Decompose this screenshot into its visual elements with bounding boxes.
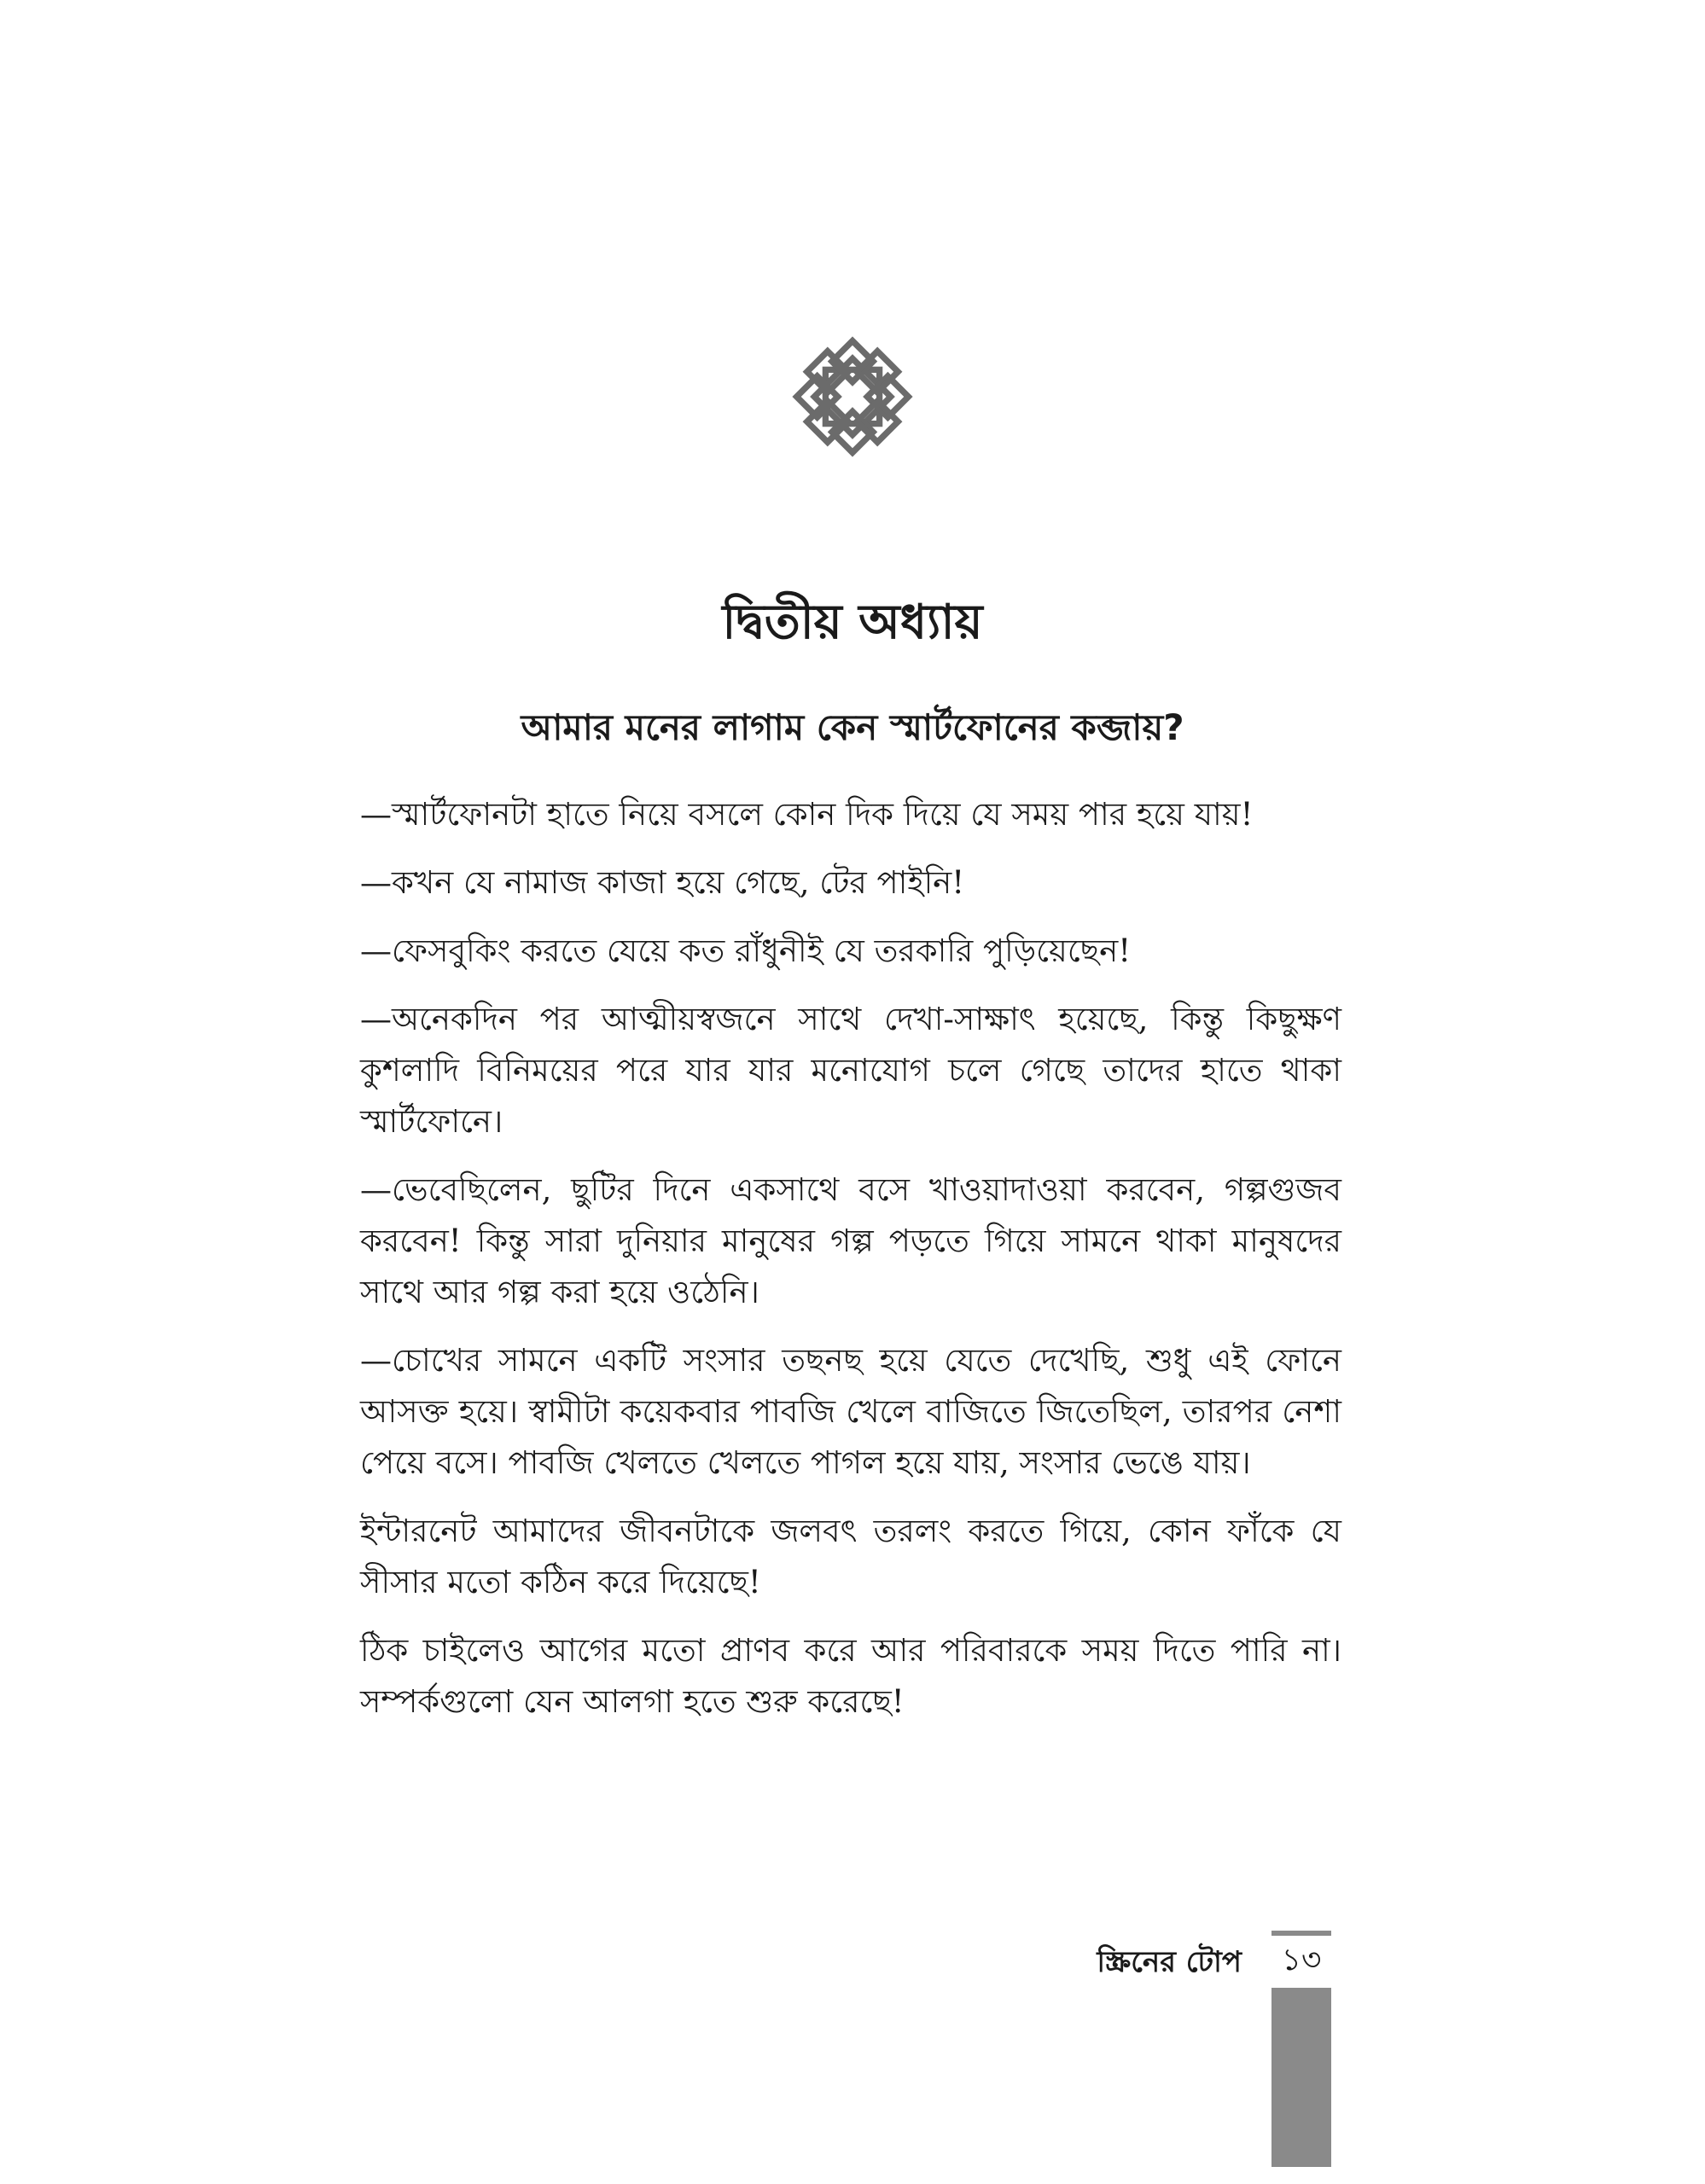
paragraph: —কখন যে নামাজ কাজা হয়ে গেছে, টের পাইনি! bbox=[360, 864, 965, 901]
paragraph: ইন্টারনেট আমাদের জীবনটাকে জলবৎ তরলং করতে গিয়ে, কোন ফাঁকে যে সীসার মতো কঠিন করে দিয়েছে! bbox=[360, 1513, 1341, 1600]
body-text bbox=[360, 789, 1341, 1745]
running-footer-title: স্ক্রিনের টোপ bbox=[1097, 1945, 1242, 1979]
chapter-label: দ্বিতীয় অধ্যায় bbox=[722, 595, 983, 650]
paragraph: —চোখের সামনে একটি সংসার তছনছ হয়ে যেতে দেখেছি, শুধু এই ফোনে আসক্ত হয়ে। স্বামীটা কয়েকবার পাবজি খেলে বাজিতে জিতেছিল, তারপর নেশা পেয়ে বসে। পাবজি খেলতে খেলতে পাগল হয়ে যায়, সংসার ভেঙে যায়। bbox=[360, 1342, 1341, 1481]
paragraph: —অনেকদিন পর আত্মীয়স্বজনে সাথে দেখা-সাক্ষাৎ হয়েছে, কিন্তু কিছুক্ষণ কুশলাদি বিনিময়ের পরে যার যার মনোযোগ চলে গেছে তাদের হাতে থাকা স্মার্টফোনে। bbox=[360, 1001, 1341, 1140]
page-number: ১৩ bbox=[1281, 1943, 1322, 1978]
page-number-rule bbox=[1271, 1931, 1331, 1936]
paragraph: —ফেসবুকিং করতে যেয়ে কত রাঁধুনীই যে তরকারি পুড়িয়েছেন! bbox=[360, 932, 1132, 969]
thumb-tab bbox=[1271, 1988, 1331, 2167]
paragraph: —স্মার্টফোনটা হাতে নিয়ে বসলে কোন দিক দিয়ে যে সময় পার হয়ে যায়! bbox=[360, 796, 1254, 833]
chapter-title: আমার মনের লাগাম কেন স্মার্টফোনের কব্জায়? bbox=[521, 706, 1184, 748]
paragraph: ঠিক চাইলেও আগের মতো প্রাণব করে আর পরিবারকে সময় দিতে পারি না। সম্পর্কগুলো যেন আলগা হতে শুরু করেছে! bbox=[360, 1632, 1341, 1720]
geometric-rosette-icon bbox=[790, 334, 915, 459]
paragraph: —ভেবেছিলেন, ছুটির দিনে একসাথে বসে খাওয়াদাওয়া করবেন, গল্পগুজব করবেন! কিন্তু সারা দুনিয়ার মানুষের গল্প পড়তে গিয়ে সামনে থাকা মানুষদের সাথে আর গল্প করা হয়ে ওঠেনি। bbox=[360, 1171, 1341, 1310]
